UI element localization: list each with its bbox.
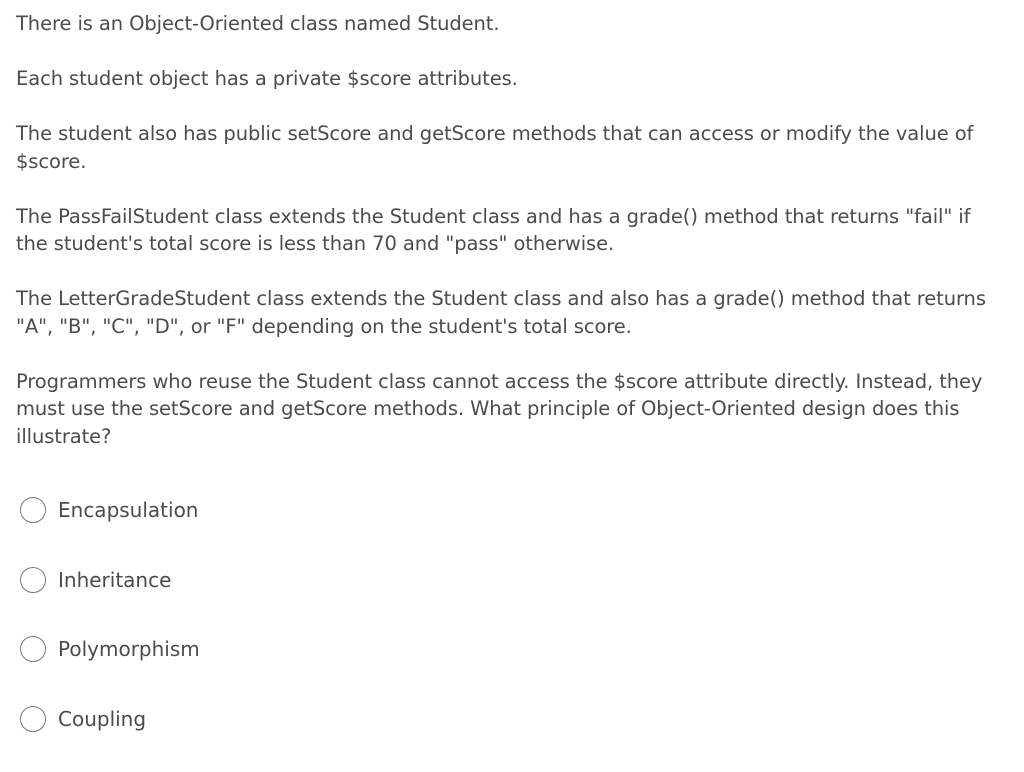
radio-button[interactable] (20, 706, 46, 732)
question-prompt: Programmers who reuse the Student class cannot access the $score attribute directly. Instead, they must use the setScore and getScore methods. What principle of Object-Oriented design does this illustrate? (16, 369, 983, 448)
option-polymorphism[interactable] (20, 633, 620, 665)
option-label: Encapsulation (58, 498, 199, 522)
option-label: Coupling (58, 706, 147, 731)
option-inheritance[interactable] (20, 564, 620, 596)
question-paragraph: The student also has public setScore and getScore methods that can access or modify the value of $score. (16, 122, 974, 173)
radio-button[interactable] (20, 636, 46, 662)
option-encapsulation[interactable] (20, 494, 620, 526)
question-text (16, 10, 1006, 478)
radio-button[interactable] (20, 497, 46, 523)
answer-options (20, 494, 620, 772)
option-label: Polymorphism (58, 637, 200, 661)
question-paragraph: The PassFailStudent class extends the Student class and has a grade() method that returns "fail" if the student's total score is less than 70 and "pass" otherwise. (16, 204, 971, 255)
option-label: Inheritance (58, 567, 172, 592)
option-coupling[interactable] (20, 703, 620, 735)
question-paragraph: Each student object has a private $score attributes. (16, 67, 518, 90)
question-paragraph: The LetterGradeStudent class extends the Student class and also has a grade() method that returns "A", "B", "C", "D", or "F" depending on the student's total score. (16, 287, 986, 338)
question-paragraph: There is an Object-Oriented class named Student. (16, 12, 500, 35)
radio-button[interactable] (20, 567, 46, 593)
